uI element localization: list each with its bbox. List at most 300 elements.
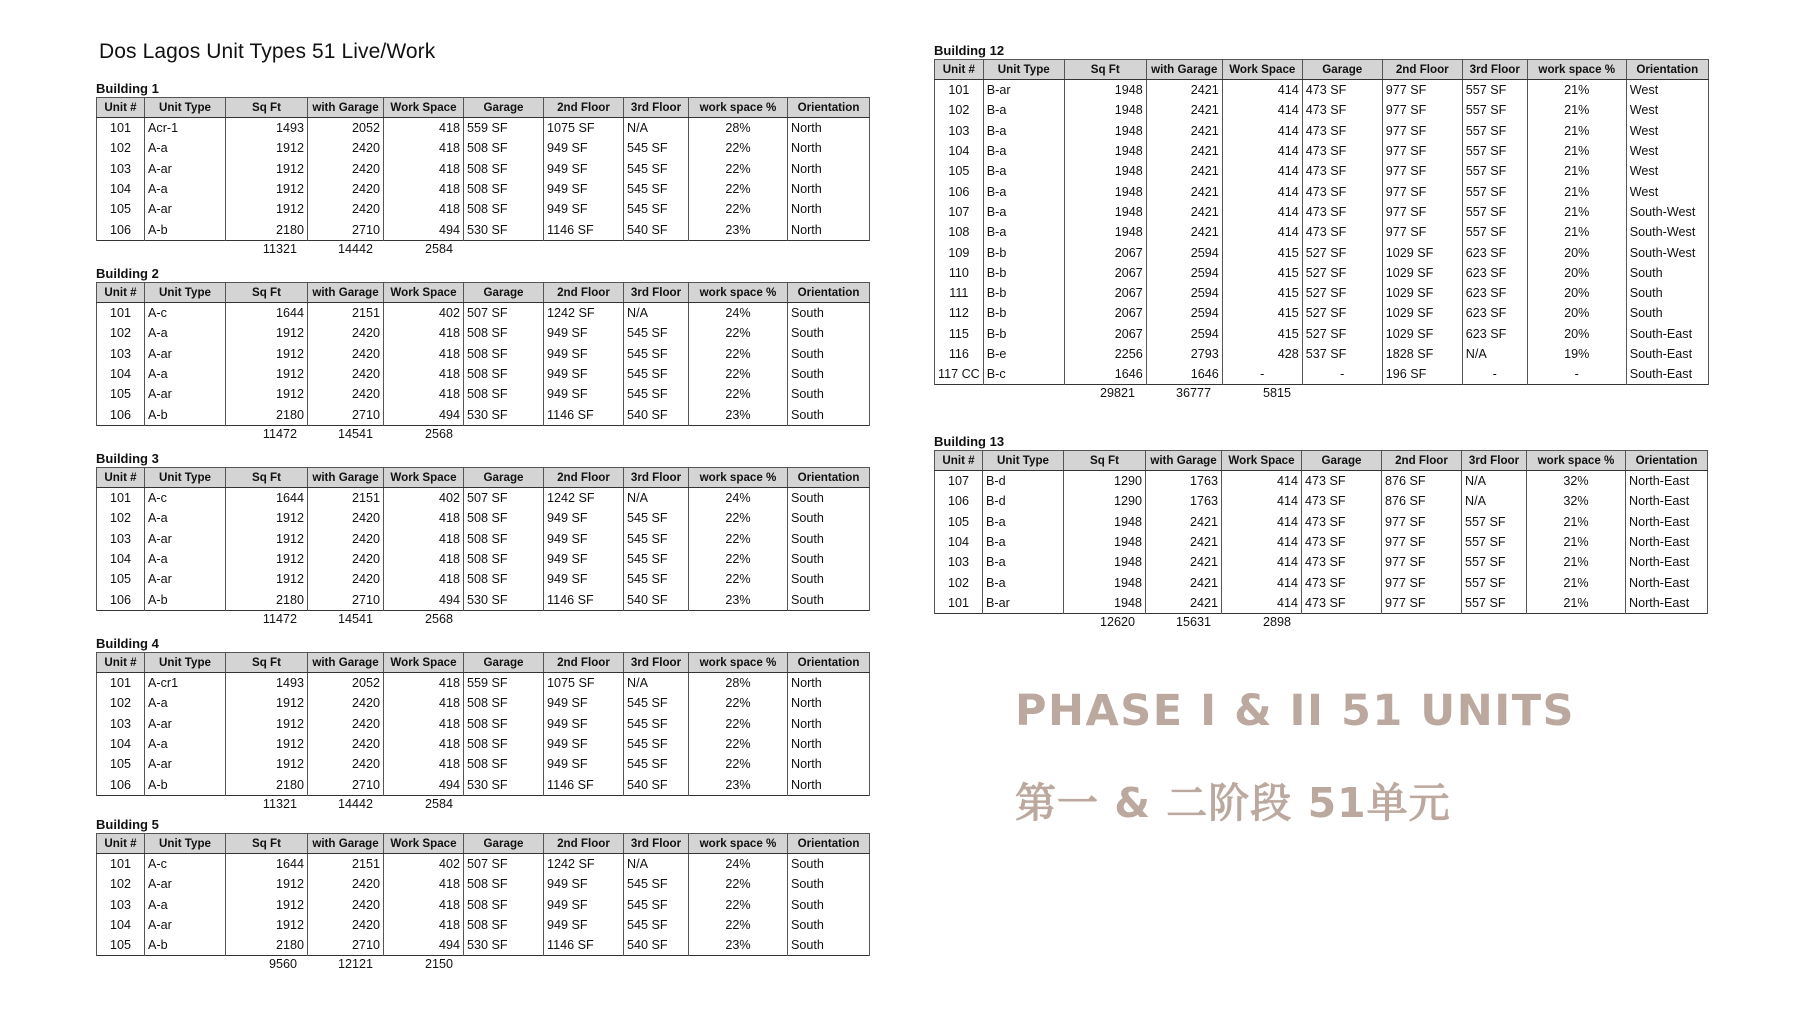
building-title: Building 3 <box>96 451 159 466</box>
table-cell: 2420 <box>308 734 384 754</box>
table-cell: 101 <box>97 854 145 875</box>
table-cell: 949 SF <box>544 529 624 549</box>
table-row <box>935 100 1709 120</box>
table-cell: B-ar <box>983 80 1064 101</box>
table-cell: 414 <box>1222 593 1302 614</box>
table-cell: 2421 <box>1146 202 1222 222</box>
table-cell: 540 SF <box>624 589 689 610</box>
column-header: Unit Type <box>145 98 226 118</box>
table-cell: South <box>788 529 870 549</box>
table-cell: 22% <box>689 549 788 569</box>
table-cell: 2594 <box>1146 303 1222 323</box>
table-cell: South-West <box>1626 202 1708 222</box>
unit-table <box>96 97 870 241</box>
table-cell: A-b <box>145 935 226 956</box>
table-row <box>97 714 870 734</box>
table-header-row <box>97 834 870 854</box>
table-cell: 623 SF <box>1462 242 1527 262</box>
table-cell: 473 SF <box>1302 532 1382 552</box>
table-cell: 2067 <box>1064 242 1146 262</box>
table-cell: 527 SF <box>1302 263 1382 283</box>
building-title: Building 12 <box>934 43 1005 58</box>
building-13-block <box>934 433 1708 632</box>
column-header: Garage <box>1302 60 1382 80</box>
table-cell: B-d <box>983 471 1064 492</box>
table-cell: South-West <box>1626 242 1708 262</box>
table-cell: 22% <box>689 323 788 343</box>
table-cell: 2067 <box>1064 324 1146 344</box>
table-cell: 1146 SF <box>544 219 624 240</box>
table-cell: North-East <box>1626 491 1708 511</box>
total-value: 2898 <box>1262 615 1291 630</box>
table-cell: 101 <box>97 303 145 324</box>
table-cell: B-a <box>983 202 1064 222</box>
table-cell: 545 SF <box>624 529 689 549</box>
table-cell: 22% <box>689 895 788 915</box>
column-header: work space % <box>689 834 788 854</box>
table-cell: 949 SF <box>544 159 624 179</box>
table-cell: 418 <box>384 179 464 199</box>
table-cell: B-b <box>983 283 1064 303</box>
table-cell: 104 <box>97 179 145 199</box>
table-cell: 1912 <box>226 508 308 528</box>
column-header: Sq Ft <box>1064 60 1146 80</box>
column-header: 2nd Floor <box>544 653 624 673</box>
table-row <box>935 121 1709 141</box>
table-cell: 545 SF <box>624 384 689 404</box>
table-cell: 418 <box>384 199 464 219</box>
unit-table <box>96 282 870 426</box>
table-row <box>935 364 1709 385</box>
column-header: Garage <box>464 653 544 673</box>
table-cell: 977 SF <box>1382 141 1462 161</box>
table-cell: 2151 <box>308 303 384 324</box>
table-cell: 104 <box>97 364 145 384</box>
column-header: 3rd Floor <box>624 653 689 673</box>
table-cell: 876 SF <box>1382 471 1462 492</box>
table-cell: 22% <box>689 199 788 219</box>
table-cell: 557 SF <box>1462 121 1527 141</box>
table-cell: 418 <box>384 384 464 404</box>
table-cell: 2052 <box>308 673 384 694</box>
table-cell: 414 <box>1222 552 1302 572</box>
table-cell: 402 <box>384 303 464 324</box>
table-cell: 20% <box>1527 303 1626 323</box>
table-cell: 1644 <box>226 488 308 509</box>
table-cell: 540 SF <box>624 935 689 956</box>
column-header: Unit Type <box>983 60 1064 80</box>
table-row <box>935 283 1709 303</box>
column-header: Sq Ft <box>226 834 308 854</box>
table-cell: 415 <box>1222 324 1302 344</box>
table-cell: 103 <box>97 344 145 364</box>
table-cell: 414 <box>1222 80 1302 101</box>
table-cell: 101 <box>97 673 145 694</box>
table-cell: 977 SF <box>1382 181 1462 201</box>
table-cell: North <box>788 693 870 713</box>
table-cell: 949 SF <box>544 179 624 199</box>
table-cell: 418 <box>384 734 464 754</box>
unit-table <box>96 833 870 956</box>
table-cell: 414 <box>1222 141 1302 161</box>
table-cell: 22% <box>689 384 788 404</box>
table-cell: South <box>788 384 870 404</box>
column-header: work space % <box>689 653 788 673</box>
table-row <box>935 263 1709 283</box>
table-cell: 2793 <box>1146 344 1222 364</box>
table-cell: 1075 SF <box>544 118 624 139</box>
unit-table <box>96 467 870 611</box>
table-cell: 1948 <box>1064 80 1146 101</box>
table-cell: 22% <box>689 364 788 384</box>
table-cell: A-ar <box>145 714 226 734</box>
table-cell: 1029 SF <box>1382 324 1462 344</box>
table-cell: 977 SF <box>1382 100 1462 120</box>
table-cell: 494 <box>384 219 464 240</box>
table-cell: 414 <box>1222 222 1302 242</box>
building-title: Building 13 <box>934 434 1005 449</box>
table-cell: B-a <box>983 572 1064 592</box>
table-cell: B-a <box>983 532 1064 552</box>
table-cell: A-c <box>145 303 226 324</box>
column-header: with Garage <box>308 834 384 854</box>
table-cell: A-b <box>145 404 226 425</box>
table-cell: 623 SF <box>1462 283 1527 303</box>
table-cell: 545 SF <box>624 714 689 734</box>
table-cell: 2421 <box>1146 121 1222 141</box>
table-cell: 22% <box>689 508 788 528</box>
column-header: with Garage <box>308 98 384 118</box>
table-cell: 527 SF <box>1302 283 1382 303</box>
table-cell: 557 SF <box>1462 181 1527 201</box>
table-cell: 21% <box>1527 593 1626 614</box>
table-cell: North <box>788 199 870 219</box>
total-value: 11321 <box>262 796 297 811</box>
table-cell: 623 SF <box>1462 303 1527 323</box>
table-cell: 22% <box>689 138 788 158</box>
table-cell: 102 <box>97 693 145 713</box>
table-cell: A-cr1 <box>145 673 226 694</box>
table-cell: A-a <box>145 895 226 915</box>
table-cell: South <box>1626 263 1708 283</box>
table-cell: B-e <box>983 344 1064 364</box>
table-cell: 557 SF <box>1462 80 1527 101</box>
table-row <box>935 181 1709 201</box>
table-cell: 418 <box>384 874 464 894</box>
table-cell: A-c <box>145 488 226 509</box>
table-cell: 507 SF <box>464 303 544 324</box>
table-cell: 103 <box>97 529 145 549</box>
table-cell: A-a <box>145 138 226 158</box>
table-cell: 103 <box>97 159 145 179</box>
table-cell: 623 SF <box>1462 324 1527 344</box>
column-header: 3rd Floor <box>624 283 689 303</box>
table-cell: 2421 <box>1146 181 1222 201</box>
column-header: work space % <box>689 283 788 303</box>
table-cell: 1146 SF <box>544 589 624 610</box>
table-row <box>935 552 1708 572</box>
table-cell: 949 SF <box>544 323 624 343</box>
table-cell: 473 SF <box>1302 512 1382 532</box>
table-cell: - <box>1302 364 1382 385</box>
table-cell: 530 SF <box>464 774 544 795</box>
table-cell: 418 <box>384 344 464 364</box>
table-cell: 107 <box>935 471 983 492</box>
table-cell: 557 SF <box>1462 222 1527 242</box>
column-header: with Garage <box>308 283 384 303</box>
table-cell: 117 CC <box>935 364 984 385</box>
table-header-row <box>97 283 870 303</box>
table-cell: 1912 <box>226 344 308 364</box>
table-cell: 2421 <box>1146 593 1222 614</box>
table-cell: 1242 SF <box>544 303 624 324</box>
table-cell: South <box>788 323 870 343</box>
table-row <box>935 222 1709 242</box>
table-cell: 876 SF <box>1382 491 1462 511</box>
table-cell: 21% <box>1527 181 1626 201</box>
table-cell: 508 SF <box>464 734 544 754</box>
table-cell: B-a <box>983 512 1064 532</box>
table-cell: 557 SF <box>1462 532 1527 552</box>
table-cell: 508 SF <box>464 179 544 199</box>
building-12-block <box>934 42 1709 403</box>
table-cell: 557 SF <box>1462 161 1527 181</box>
total-value: 15631 <box>1175 615 1211 630</box>
table-cell: 20% <box>1527 283 1626 303</box>
table-cell: 1029 SF <box>1382 263 1462 283</box>
table-cell: 2420 <box>308 549 384 569</box>
table-cell: 418 <box>384 714 464 734</box>
column-header: 3rd Floor <box>1462 60 1527 80</box>
table-header-row <box>97 98 870 118</box>
column-header: Sq Ft <box>226 283 308 303</box>
table-cell: 2421 <box>1146 100 1222 120</box>
building-4-block <box>96 635 870 814</box>
table-cell: 494 <box>384 935 464 956</box>
table-cell: 1912 <box>226 754 308 774</box>
table-cell: West <box>1626 100 1708 120</box>
table-cell: 22% <box>689 915 788 935</box>
table-cell: 19% <box>1527 344 1626 364</box>
table-cell: 101 <box>97 488 145 509</box>
total-value: 2150 <box>424 957 453 972</box>
table-cell: 508 SF <box>464 199 544 219</box>
table-cell: 105 <box>935 161 984 181</box>
column-header: Unit # <box>97 653 145 673</box>
table-cell: 2421 <box>1146 532 1222 552</box>
table-cell: 2151 <box>308 488 384 509</box>
table-cell: 414 <box>1222 532 1302 552</box>
table-cell: A-ar <box>145 344 226 364</box>
table-cell: 104 <box>97 734 145 754</box>
table-cell: A-b <box>145 589 226 610</box>
table-row <box>97 915 870 935</box>
column-header: 2nd Floor <box>1382 60 1462 80</box>
table-cell: 1290 <box>1064 471 1146 492</box>
column-header: Unit # <box>97 468 145 488</box>
table-cell: 21% <box>1527 80 1626 101</box>
table-cell: 1912 <box>226 138 308 158</box>
table-cell: B-b <box>983 324 1064 344</box>
totals-row <box>96 796 870 814</box>
table-cell: B-b <box>983 303 1064 323</box>
table-cell: 418 <box>384 754 464 774</box>
table-cell: 106 <box>935 491 983 511</box>
table-cell: 415 <box>1222 263 1302 283</box>
table-cell: 22% <box>689 714 788 734</box>
table-row <box>97 589 870 610</box>
table-cell: 1644 <box>226 303 308 324</box>
table-cell: 507 SF <box>464 488 544 509</box>
table-cell: 1912 <box>226 569 308 589</box>
total-value: 11321 <box>262 241 297 256</box>
table-cell: 1763 <box>1146 491 1222 511</box>
table-cell: 28% <box>689 118 788 139</box>
table-cell: 557 SF <box>1462 593 1527 614</box>
table-cell: North-East <box>1626 512 1708 532</box>
phase-heading-chinese: 第一 & 二阶段 51单元 <box>1015 779 1451 827</box>
table-cell: 508 SF <box>464 323 544 343</box>
table-cell: A-ar <box>145 569 226 589</box>
table-cell: 106 <box>97 219 145 240</box>
table-cell: 104 <box>935 141 984 161</box>
column-header: Sq Ft <box>226 468 308 488</box>
table-cell: 418 <box>384 118 464 139</box>
table-cell: 22% <box>689 754 788 774</box>
table-cell: 2420 <box>308 138 384 158</box>
table-cell: 559 SF <box>464 673 544 694</box>
table-cell: 1493 <box>226 118 308 139</box>
table-cell: 1948 <box>1064 161 1146 181</box>
column-header: Orientation <box>788 468 870 488</box>
table-cell: 106 <box>97 589 145 610</box>
table-cell: 414 <box>1222 491 1302 511</box>
column-header: Unit Type <box>145 653 226 673</box>
column-header: 2nd Floor <box>544 283 624 303</box>
table-cell: 2420 <box>308 323 384 343</box>
table-row <box>97 179 870 199</box>
table-cell: 2421 <box>1146 552 1222 572</box>
table-cell: 557 SF <box>1462 141 1527 161</box>
table-cell: South <box>788 915 870 935</box>
table-cell: 545 SF <box>624 693 689 713</box>
table-cell: 527 SF <box>1302 242 1382 262</box>
table-cell: 2710 <box>308 589 384 610</box>
table-row <box>97 895 870 915</box>
building-title: Building 2 <box>96 266 159 281</box>
table-cell: 418 <box>384 138 464 158</box>
column-header: Orientation <box>788 98 870 118</box>
totals-row <box>96 426 870 444</box>
document-title: Dos Lagos Unit Types 51 Live/Work <box>99 40 436 63</box>
table-cell: A-ar <box>145 199 226 219</box>
table-cell: 1912 <box>226 384 308 404</box>
table-cell: 20% <box>1527 242 1626 262</box>
table-cell: 418 <box>384 508 464 528</box>
table-cell: 415 <box>1222 283 1302 303</box>
unit-table <box>934 59 1709 385</box>
column-header: Garage <box>1302 451 1382 471</box>
table-cell: South <box>788 935 870 956</box>
total-value: 14442 <box>337 241 373 256</box>
table-cell: 105 <box>97 754 145 774</box>
table-cell: South-East <box>1626 324 1708 344</box>
table-cell: South <box>788 874 870 894</box>
table-cell: A-ar <box>145 915 226 935</box>
table-cell: West <box>1626 141 1708 161</box>
table-cell: West <box>1626 161 1708 181</box>
table-cell: A-a <box>145 508 226 528</box>
unit-table <box>934 450 1708 614</box>
column-header: Orientation <box>788 653 870 673</box>
table-cell: 110 <box>935 263 984 283</box>
table-cell: North-East <box>1626 593 1708 614</box>
table-cell: 102 <box>97 508 145 528</box>
table-cell: 508 SF <box>464 549 544 569</box>
table-cell: N/A <box>624 673 689 694</box>
table-cell: 1646 <box>1064 364 1146 385</box>
table-cell: South <box>1626 283 1708 303</box>
table-row <box>97 364 870 384</box>
table-cell: 977 SF <box>1382 552 1462 572</box>
table-row <box>935 141 1709 161</box>
total-value: 14541 <box>337 611 373 626</box>
column-header: Garage <box>464 468 544 488</box>
table-cell: 418 <box>384 323 464 343</box>
table-cell: 21% <box>1527 222 1626 242</box>
table-cell: 1948 <box>1064 222 1146 242</box>
table-cell: Acr-1 <box>145 118 226 139</box>
table-cell: 2421 <box>1146 141 1222 161</box>
total-value: 5815 <box>1262 386 1291 401</box>
table-cell: 508 SF <box>464 714 544 734</box>
table-cell: 494 <box>384 774 464 795</box>
table-cell: 105 <box>97 384 145 404</box>
table-row <box>935 491 1708 511</box>
table-cell: South <box>788 303 870 324</box>
table-cell: 949 SF <box>544 364 624 384</box>
table-cell: 508 SF <box>464 754 544 774</box>
table-cell: South <box>788 549 870 569</box>
table-cell: 103 <box>935 552 983 572</box>
table-cell: 112 <box>935 303 984 323</box>
table-cell: 2180 <box>226 589 308 610</box>
table-cell: 540 SF <box>624 404 689 425</box>
table-cell: 104 <box>935 532 983 552</box>
table-cell: 1912 <box>226 364 308 384</box>
table-cell: 2710 <box>308 935 384 956</box>
building-2-block <box>96 265 870 444</box>
table-cell: 473 SF <box>1302 181 1382 201</box>
column-header: Work Space <box>384 653 464 673</box>
table-cell: 1948 <box>1064 532 1146 552</box>
table-cell: 414 <box>1222 181 1302 201</box>
column-header: Work Space <box>1222 60 1302 80</box>
table-cell: A-a <box>145 693 226 713</box>
table-row <box>935 344 1709 364</box>
table-cell: 508 SF <box>464 159 544 179</box>
table-cell: 103 <box>97 714 145 734</box>
table-cell: 103 <box>97 895 145 915</box>
table-header-row <box>97 468 870 488</box>
table-cell: 977 SF <box>1382 202 1462 222</box>
table-cell: 557 SF <box>1462 100 1527 120</box>
total-value: 36777 <box>1175 386 1211 401</box>
table-cell: 949 SF <box>544 138 624 158</box>
table-cell: 508 SF <box>464 364 544 384</box>
table-cell: 949 SF <box>544 344 624 364</box>
table-cell: 1029 SF <box>1382 303 1462 323</box>
